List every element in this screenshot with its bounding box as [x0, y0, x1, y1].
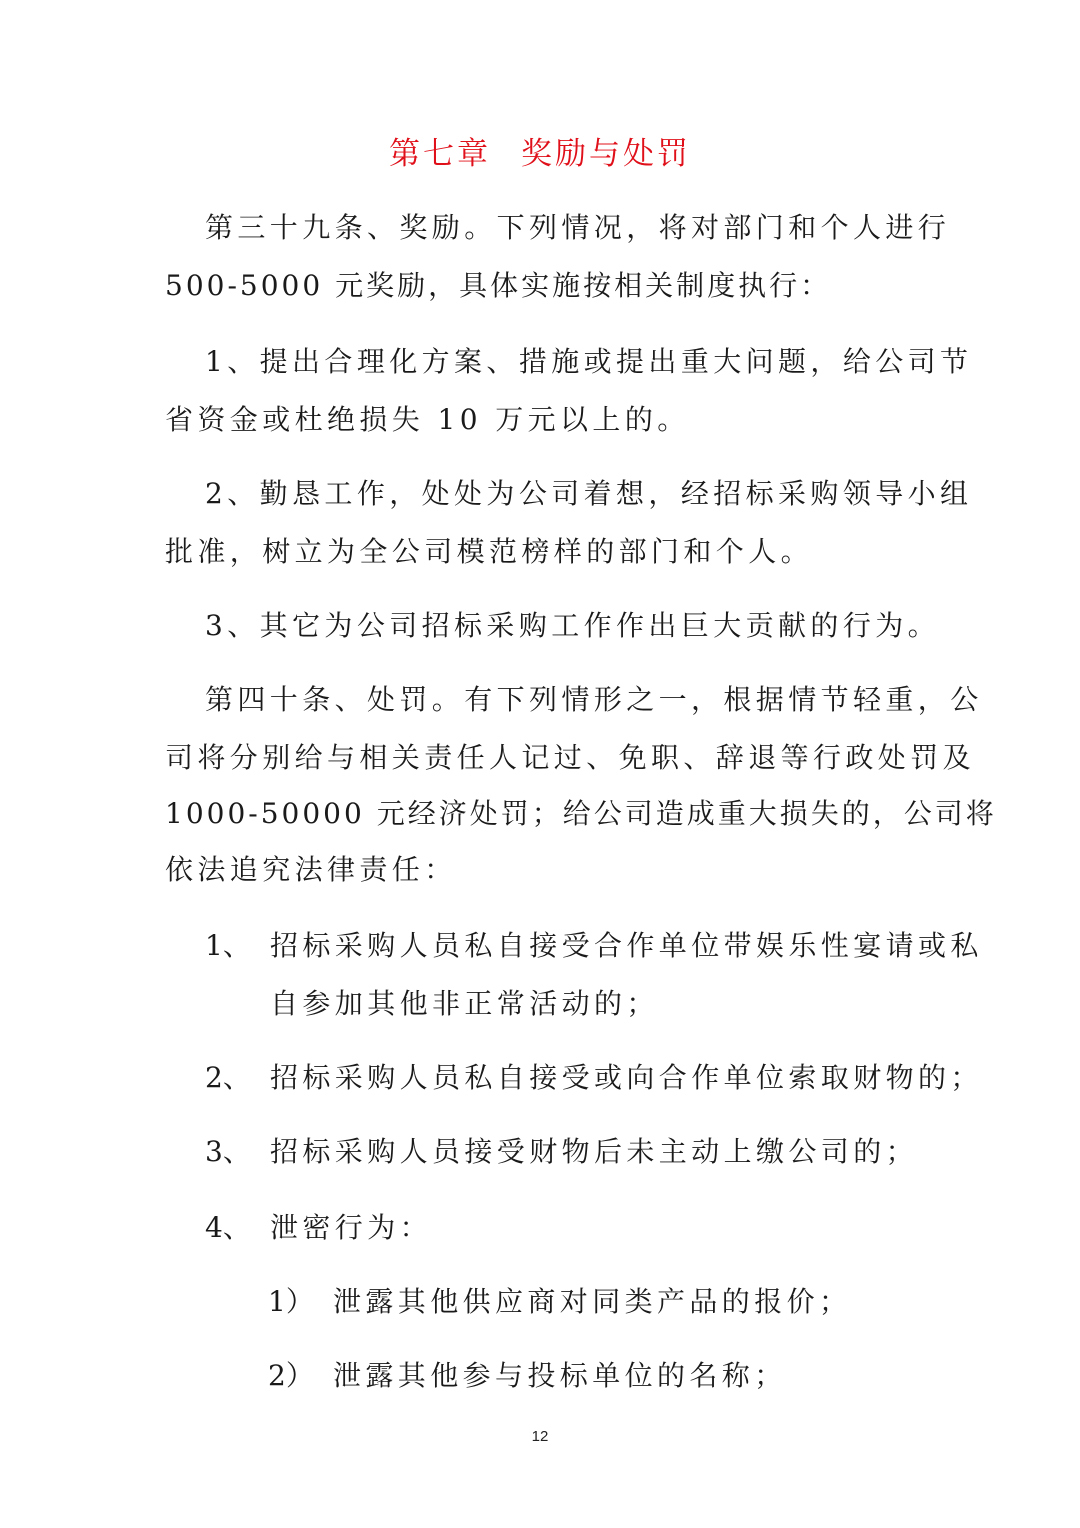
leak-subitem-2: 泄露其他参与投标单位的名称； — [333, 1359, 787, 1392]
leak-subitem-1-number: 1） — [268, 1285, 314, 1318]
leak-subitem-2-number: 2） — [268, 1359, 314, 1392]
reward-item-1-line-2: 省资金或杜绝损失 10 万元以上的。 — [165, 403, 690, 436]
leak-subitem-1: 泄露其他供应商对同类产品的报价； — [333, 1285, 852, 1318]
reward-item-1-line-1: 1、提出合理化方案、措施或提出重大问题，给公司节 — [205, 345, 973, 378]
reward-item-3: 3、其它为公司招标采购工作作出巨大贡献的行为。 — [205, 609, 941, 642]
page-number: 12 — [531, 1428, 549, 1445]
article-40-line-3: 1000-50000 元经济处罚；给公司造成重大损失的，公司将 — [165, 797, 997, 830]
penalty-item-3-number: 3、 — [205, 1135, 251, 1168]
penalty-item-1-number: 1、 — [205, 929, 251, 962]
penalty-item-1-line-2: 自参加其他非正常活动的； — [270, 987, 659, 1020]
article-39-line-1: 第三十九条、奖励。下列情况，将对部门和个人进行 — [205, 211, 951, 244]
article-40-line-2: 司将分别给与相关责任人记过、免职、辞退等行政处罚及 — [165, 741, 976, 774]
reward-item-2-line-2: 批准，树立为全公司模范榜样的部门和个人。 — [165, 535, 814, 568]
penalty-item-4-number: 4、 — [205, 1211, 251, 1244]
chapter-name: 奖励与处罚 — [521, 136, 691, 172]
penalty-item-2: 招标采购人员私自接受或向合作单位索取财物的； — [270, 1061, 983, 1094]
penalty-item-3: 招标采购人员接受财物后未主动上缴公司的； — [270, 1135, 919, 1168]
reward-item-2-line-1: 2、勤恳工作，处处为公司着想，经招标采购领导小组 — [205, 477, 973, 510]
penalty-item-1-line-1: 招标采购人员私自接受合作单位带娱乐性宴请或私 — [270, 929, 983, 962]
penalty-item-4: 泄密行为： — [270, 1211, 433, 1244]
chapter-number: 第七章 — [389, 136, 491, 172]
article-40-line-4: 依法追究法律责任： — [165, 853, 457, 886]
article-40-line-1: 第四十条、处罚。有下列情形之一，根据情节轻重，公 — [205, 683, 983, 716]
chapter-title — [0, 128, 1080, 173]
article-39-line-2: 500-5000 元奖励，具体实施按相关制度执行： — [165, 269, 832, 302]
penalty-item-2-number: 2、 — [205, 1061, 251, 1094]
